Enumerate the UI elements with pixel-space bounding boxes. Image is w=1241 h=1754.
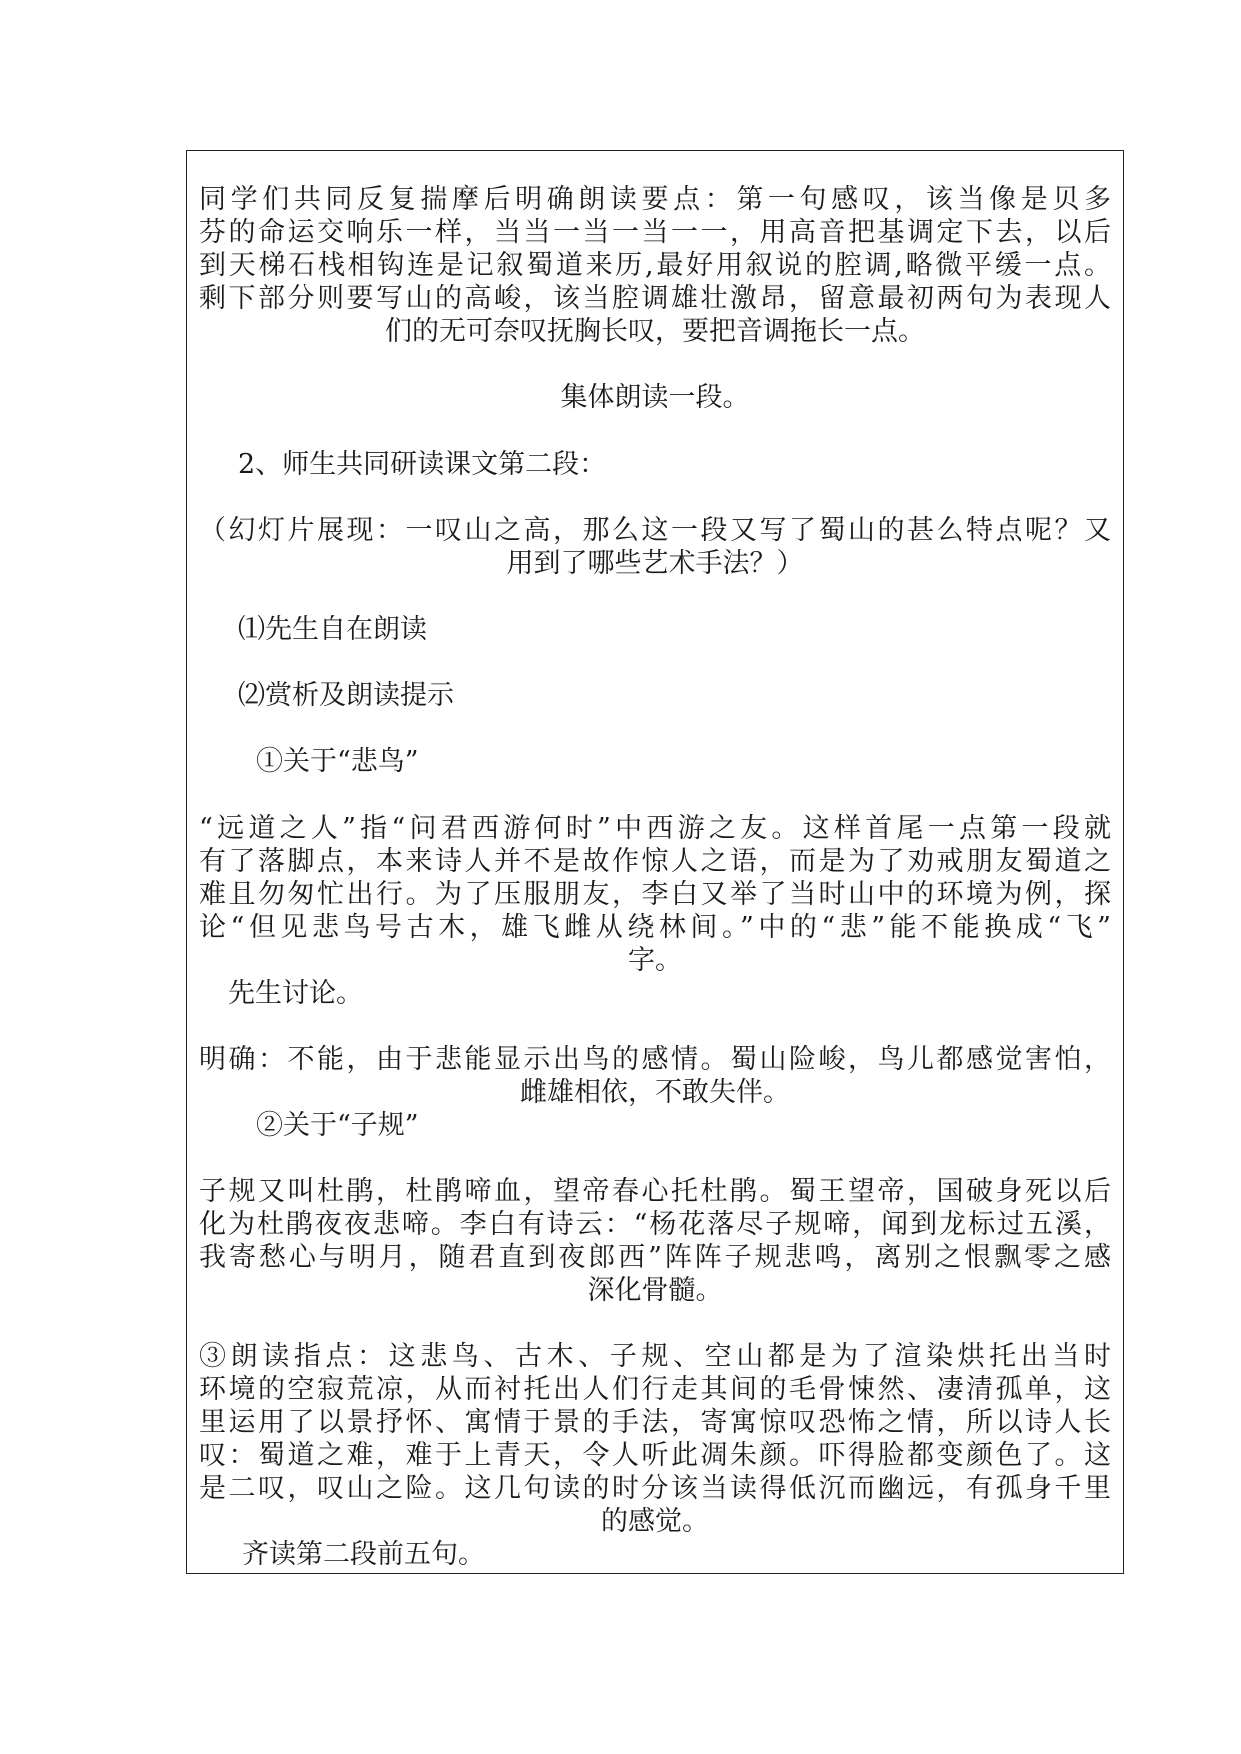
para-10-line-2: 雌雄相依，不敢失伴。 xyxy=(520,1077,790,1108)
para-12-line-2: 化为杜鹃夜夜悲啼。李白有诗云：“杨花落尽子规啼，闻到龙标过五溪， xyxy=(199,1209,1111,1240)
para-2: 集体朗读一段。 xyxy=(560,382,750,413)
para-12-line-1: 子规又叫杜鹃，杜鹃啼血，望帝春心托杜鹃。蜀王望帝，国破身死以后 xyxy=(199,1176,1111,1207)
para-1-line-1: 同学们共同反复揣摩后明确朗读要点：第一句感叹，该当像是贝多 xyxy=(199,184,1111,215)
para-13-line-3: 里运用了以景抒怀、寓情于景的手法，寄寓惊叹恐怖之情，所以诗人长 xyxy=(199,1407,1111,1438)
para-10-line-1: 明确：不能，由于悲能显示出鸟的感情。蜀山险峻，鸟儿都感觉害怕， xyxy=(199,1044,1111,1075)
para-6: ⑵赏析及朗读提示 xyxy=(238,680,454,711)
para-13-line-5: 是二叹，叹山之险。这几句读的时分该当读得低沉而幽远，有孤身千里 xyxy=(199,1473,1111,1504)
para-8-line-1: “远道之人”指“问君西游何时”中西游之友。这样首尾一点第一段就 xyxy=(199,813,1111,844)
para-13-line-2: 环境的空寂荒凉，从而衬托出人们行走其间的毛骨悚然、凄清孤单，这 xyxy=(199,1374,1111,1405)
para-1-line-2: 芬的命运交响乐一样，当当一当一当一一，用高音把基调定下去，以后 xyxy=(199,217,1111,248)
para-4-line-2: 用到了哪些艺术手法？） xyxy=(506,548,804,579)
para-9: 先生讨论。 xyxy=(228,978,363,1009)
para-1-line-5: 们的无可奈叹抚胸长叹，要把音调拖长一点。 xyxy=(385,316,925,347)
para-3: 2、师生共同研读课文第二段： xyxy=(238,449,607,480)
para-7: ①关于“悲鸟” xyxy=(256,746,419,777)
para-13-line-4: 叹：蜀道之难，难于上青天，令人听此凋朱颜。吓得脸都变颜色了。这 xyxy=(199,1440,1111,1471)
para-13-line-6: 的感觉。 xyxy=(601,1506,709,1537)
para-8-line-2: 有了落脚点，本来诗人并不是故作惊人之语，而是为了劝戒朋友蜀道之 xyxy=(199,846,1111,877)
para-13-line-1: ③朗读指点：这悲鸟、古木、子规、空山都是为了渲染烘托出当时 xyxy=(199,1341,1111,1372)
para-4-line-1: （幻灯片展现：一叹山之高，那么这一段又写了蜀山的甚么特点呢？又 xyxy=(199,515,1111,546)
para-1-line-3: 到天梯石栈相钩连是记叙蜀道来历,最好用叙说的腔调,略微平缓一点。 xyxy=(199,250,1111,281)
para-12-line-3: 我寄愁心与明月，随君直到夜郎西”阵阵子规悲鸣，离别之恨飘零之感 xyxy=(199,1242,1111,1273)
para-8-line-5: 字。 xyxy=(628,945,682,976)
para-1-line-4: 剩下部分则要写山的高峻，该当腔调雄壮激昂，留意最初两句为表现人 xyxy=(199,283,1111,314)
para-5: ⑴先生自在朗读 xyxy=(238,614,427,645)
para-14: 齐读第二段前五句。 xyxy=(242,1539,485,1570)
para-8-line-3: 难且勿匆忙出行。为了压服朋友，李白又举了当时山中的环境为例，探 xyxy=(199,879,1111,910)
para-8-line-4: 论“但见悲鸟号古木，雄飞雌从绕林间。”中的“悲”能不能换成“飞” xyxy=(199,912,1111,943)
para-12-line-4: 深化骨髓。 xyxy=(587,1275,723,1306)
para-11: ②关于“子规” xyxy=(256,1110,419,1141)
